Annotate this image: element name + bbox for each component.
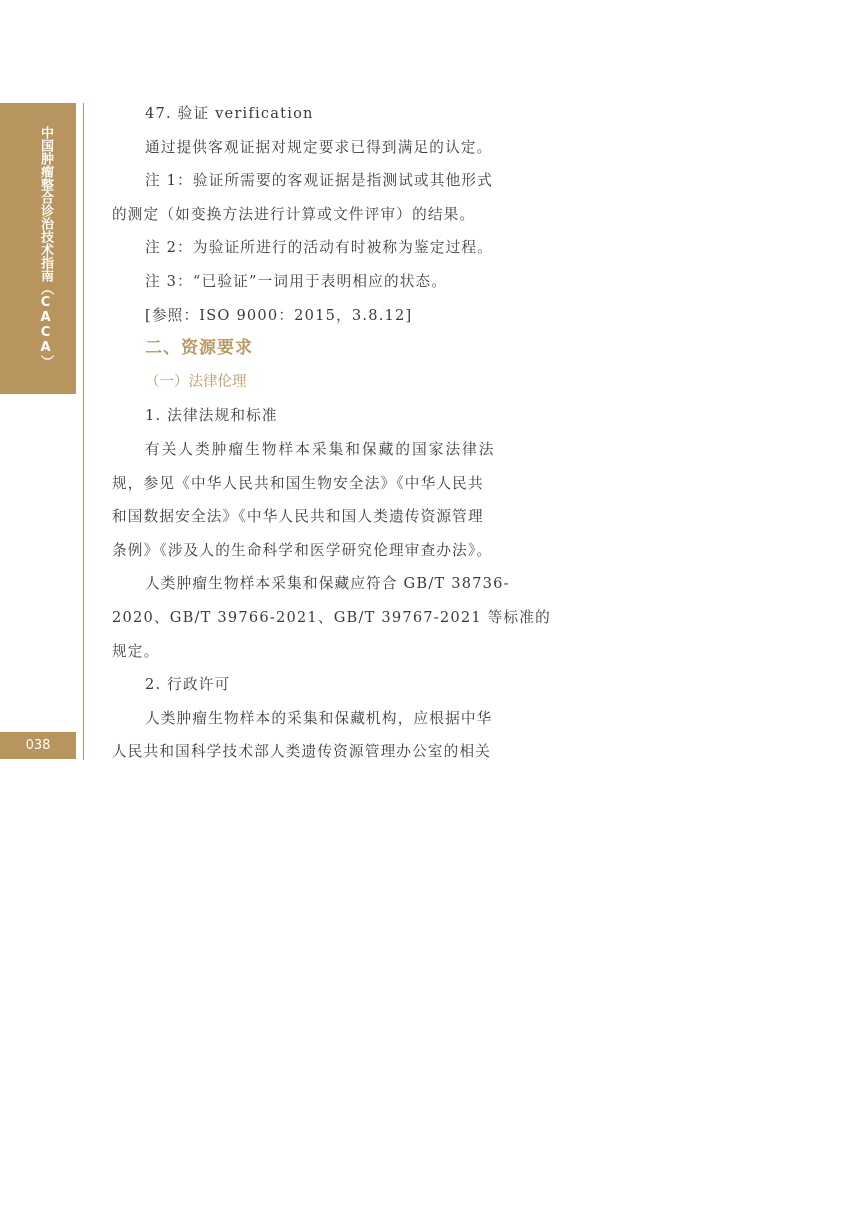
para2-line1: 人类肿瘤生物样本采集和保藏应符合 GB/T 38736- <box>145 575 510 593</box>
para1-line3: 和国数据安全法》《中华人民共和国人类遗传资源管理 <box>112 508 484 526</box>
definition-text: 通过提供客观证据对规定要求已得到满足的认定。 <box>145 138 493 156</box>
subsection-heading: （一）法律伦理 <box>145 373 247 390</box>
para1-line1: 有关人类肿瘤生物样本采集和保藏的国家法律法 <box>145 440 496 458</box>
section-heading: 二、资源要求 <box>145 338 253 359</box>
para3-line2: 人民共和国科学技术部人类遗传资源管理办公室的相关 <box>112 743 492 761</box>
item1-heading: 1. 法律法规和标准 <box>145 407 278 425</box>
para1-line2: 规，参见《中华人民共和国生物安全法》《中华人民共 <box>112 474 484 492</box>
para2-line2: 2020、GB/T 39766-2021、GB/T 39767-2021 等标准的 <box>112 608 551 626</box>
para2-line3: 规定。 <box>112 642 160 660</box>
term-heading: 47. 验证 verification <box>145 105 314 122</box>
note3-text: 注 3：“已验证”一词用于表明相应的状态。 <box>145 272 448 290</box>
main-content <box>112 97 551 769</box>
item2-heading: 2. 行政许可 <box>145 676 231 694</box>
page-number: 038 <box>0 732 76 759</box>
note1-line2: 的测定（如变换方法进行计算或文件评审）的结果。 <box>112 205 476 223</box>
margin-rule <box>83 103 84 760</box>
note2-text: 注 2：为验证所进行的活动有时被称为鉴定过程。 <box>145 239 493 257</box>
book-title: 中国肿瘤整合诊治技术指南（CACA） <box>38 126 53 368</box>
para3-line1: 人类肿瘤生物样本的采集和保藏机构，应根据中华 <box>145 709 493 727</box>
para1-line4: 条例》《涉及人的生命科学和医学研究伦理审查办法》。 <box>112 541 493 559</box>
reference-text: [参照：ISO 9000：2015，3.8.12] <box>145 306 413 324</box>
note1-line1: 注 1：验证所需要的客观证据是指测试或其他形式 <box>145 172 493 190</box>
